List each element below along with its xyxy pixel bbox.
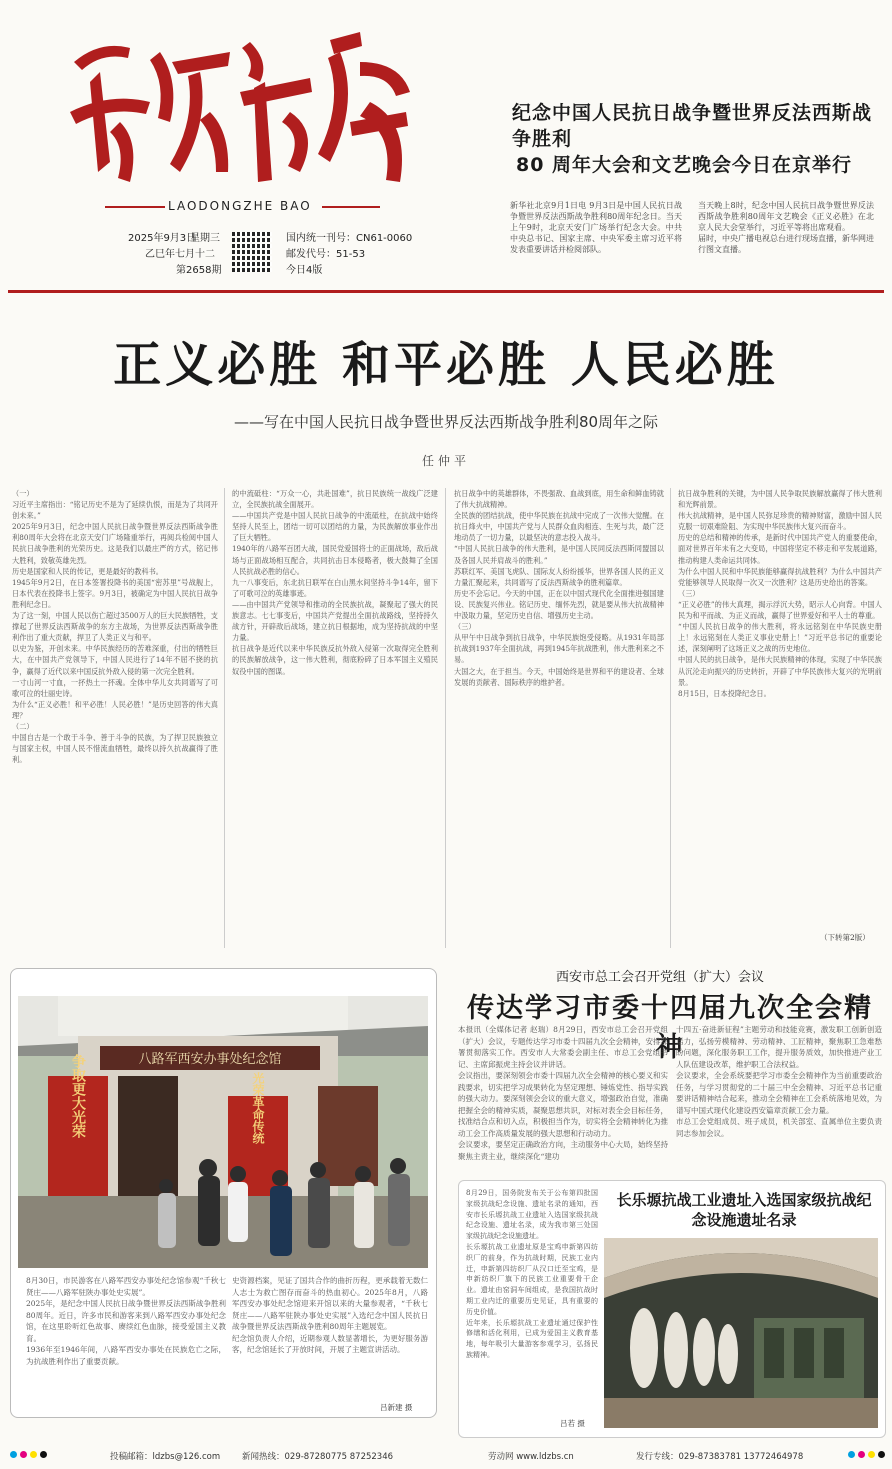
issue-date: 2025年9月3日	[128, 233, 197, 244]
column-divider	[224, 488, 225, 948]
photo-story-col-2: 史资源档案，见证了国共合作的曲折历程，更承载着无数仁人志士为救亡图存而奋斗的热血初心。2025年8月，八路军西安办事处纪念馆迎来开馆以来的大量参观者，“千秋七贤庄——八路军驻陕办事处史实展”入选纪念中国人民抗日战争暨世界反法西斯战争胜利80周年主题展览。 纪念馆负责人介绍，近期参观人数显著增长，为更好服务游客，纪念馆延长了开放时间，开展了主题宣讲活动。	[232, 1276, 428, 1354]
masthead-rule	[8, 290, 884, 293]
headline-line-1: 纪念中国人民抗日战争暨世界反法西斯战争胜利	[512, 102, 873, 150]
footer-email[interactable]: 投稿邮箱：ldzbs@126.com	[110, 1452, 221, 1462]
inset-credit: 吕若 摄	[560, 1419, 585, 1428]
feature-title[interactable]: 正义必胜 和平必胜 人民必胜	[113, 337, 779, 393]
museum-banner-text: 八路军西安办事处纪念馆	[138, 1052, 282, 1067]
inset-story-body: 8月29日，国务院发布关于公布第四批国家级抗战纪念设施、遗址名录的通知，西安市长乐塬抗战工业遗址入选国家级抗战纪念设施、遗址名录，成为我市第三处国家级抗战纪念设施遗址。 长乐塬抗战工业遗址原是宝鸡申新第四纺织厂的前身，作为抗战时期，民族工业内迁，申新第四纺织厂从汉口迁至宝鸡，是申新纺织厂旗下的民族工业重要骨干企业。遗址由窑洞车间组成，是我国抗战时期工业内迁的重要历史见证，具有重要的历史价值。 近年来，长乐塬抗战工业遗址通过保护性修缮和活化利用，已成为爱国主义教育基地，每年吸引大量游客参观学习，弘扬民族精神。	[466, 1189, 598, 1359]
issue-number: 第2658期	[176, 265, 222, 276]
page-count: 今日4版	[286, 265, 323, 276]
sign-left-text: 争取更大光荣	[70, 1054, 86, 1138]
postal-code: 邮发代号：51-53	[286, 249, 366, 260]
qr-code-pattern	[232, 232, 272, 272]
sign-right-text: 光荣革命传统	[251, 1072, 265, 1144]
column-divider	[670, 488, 671, 948]
feature-author: 任仲平	[421, 454, 470, 468]
union-story-title[interactable]: 传达学习市委十四届九次全会精神	[467, 993, 873, 1063]
feature-col-2: 的中流砥柱：“万众一心，共赴国难”，抗日民族统一战线广泛建立，全民族抗战全面展开。 ——中国共产党是中国人民抗日战争的中流砥柱，在抗战中始终坚持人民至上，团结一切可以团结的力量，为民族解放事业作出了巨大牺牲。 1940年的八路军百团大战，国民党爱国将士的正面战场，敌后战场与正面战场相互配合，共同抗击日本侵略者，极大鼓舞了全国人民抗战必胜的信心。 九一八事变后，东北抗日联军在白山黑水间坚持斗争14年，留下了可歌可泣的英雄事迹。 ——由中国共产党领导和推动的全民族抗战，凝聚起了强大的民族意志。七七事变后，中国共产党提出全面抗战路线，坚持持久战方针，开辟敌后战场，建立抗日根据地，成为坚持抗战的中坚力量。 抗日战争是近代以来中华民族反抗外敌入侵第一次取得完全胜利的民族解放战争，这一伟大胜利，彻底粉碎了日本军国主义殖民奴役中国的图谋。	[232, 489, 438, 676]
lunar-date: 乙巳年七月十二	[145, 249, 215, 260]
union-story-kicker: 西安市总工会召开党组（扩大）会议	[555, 970, 764, 985]
factory-photo	[604, 1238, 878, 1428]
photo-credit: 吕新建 摄	[380, 1403, 413, 1412]
footer-distribution: 发行专线：029-87383781 13772464978	[636, 1452, 804, 1462]
feature-subtitle: ——写在中国人民抗日战争暨世界反法西斯战争胜利80周年之际	[233, 413, 659, 431]
top-story-headline[interactable]	[512, 100, 872, 178]
top-story-col-1: 新华社北京9月1日电 9月3日是中国人民抗日战争暨世界反法西斯战争胜利80周年纪念日。当天上午9时，北京天安门广场举行纪念大会。中共中央总书记、国家主席、中央军委主席习近平将发表重要讲话并检阅部队。	[510, 201, 682, 254]
footer-hotline: 新闻热线：029-87280775 87252346	[242, 1452, 394, 1462]
feature-col-1: （一） 习近平主席指出：“铭记历史不是为了延续仇恨，而是为了共同开创未来。” 2025年9月3日，纪念中国人民抗日战争暨世界反法西斯战争胜利80周年大会将在北京天安门广场隆重举行，再阅兵检阅中国人民抗日战争胜利的光荣历史。这是我们以最庄严的方式，铭记伟大胜利，致敬英雄先烈。 历史是国家和人民的传记，更是最好的教科书。 1945年9月2日，在日本签署投降书的美国“密苏里”号战舰上，日本代表在投降书上签字。9月3日，被确定为中国人民抗日战争胜利纪念日。 为了这一刻，中国人民以伤亡超过3500万人的巨大民族牺牲，支撑起了世界反法西斯战争的东方主战场，为世界反法西斯战争胜利作出了重大贡献，捍卫了人类正义与和平。 以史为鉴，开创未来。中华民族经历的苦难深重，付出的牺牲巨大，在中国共产党领导下，中国人民进行了14年不屈不挠的抗争，赢得了近代以来中国反抗外敌入侵的第一次完全胜利。 一寸山河一寸血，一抔热土一抔魂。全体中华儿女共同谱写了可歌可泣的壮丽史诗。 为什么“正义必胜！和平必胜！人民必胜！”是历史回答的伟大真理？ （二） 中国自古是一个敢于斗争、善于斗争的民族，为了捍卫民族独立与国家主权，中国人民不惜流血牺牲，最终以持久抗战赢得了胜利。	[12, 489, 218, 765]
union-story-col-2: 十四五·奋进新征程”主题劳动和技能竞赛，激发职工创新创造活力，弘扬劳模精神、劳动精神、工匠精神，聚焦职工急难愁盼问题，深化服务职工工作，提升服务质效，加快推进产业工人队伍建设改革，维护职工合法权益。 会议要求，全会系统要把学习市委全会精神作为当前重要政治任务，与学习贯彻党的二十届三中全会精神、习近平总书记重要讲话精神结合起来，推动全会精神在工会系统落地见效，为谱写中国式现代化建设西安篇章贡献工会力量。 市总工会党组成员、班子成员，机关部室、直属单位主要负责同志参加会议。	[676, 1025, 882, 1138]
union-story-col-1: 本报讯（全媒体记者 赵瑞）8月29日，西安市总工会召开党组（扩大）会议，专题传达学习市委十四届九次全会精神，安排部署贯彻落实工作。西安市人大常委会副主任、市总工会党组书记、主席邱振虎主持会议并讲话。 会议指出，要深刻领会市委十四届九次全会精神的核心要义和实践要求，切实把学习成果转化为坚定理想、锤炼党性、指导实践的强大动力。要深刻领会会议的重大意义，增强政治自觉，准确把握全会的精神实质，凝聚思想共识，对标对表全会目标任务，找准结合点和切入点，积极担当作为，切实将全会精神转化为推动工会工作高质量发展的强大思想和行动动力。 会议要求，要坚定正确政治方向，主动服务中心大局，始终坚持聚焦主责主业，继续深化“建功	[458, 1025, 668, 1161]
photo-story-col-1: 8月30日，市民游客在八路军西安办事处纪念馆参观“千秋七贤庄——八路军驻陕办事处史实展”。 2025年，是纪念中国人民抗日战争暨世界反法西斯战争胜利80周年。近日，许多市民和游客来到八路军西安办事处纪念馆，在这里聆听红色故事、赓续红色血脉，接受爱国主义教育。 1936年至1946年间，八路军西安办事处在民族危亡之际，为抗战胜利作出了重要贡献。	[26, 1276, 226, 1366]
divider	[105, 206, 165, 208]
issue-weekday: 星期三	[190, 233, 220, 244]
newspaper-logo	[60, 22, 420, 192]
footer-website[interactable]: 劳动网 www.ldzbs.cn	[488, 1452, 574, 1462]
logo-pinyin: LAODONGZHE BAO	[168, 199, 312, 213]
feature-col-4: 抗日战争胜利的关键，为中国人民争取民族解放赢得了伟大胜利和光辉前景。 伟大抗战精神，是中国人民弥足珍贵的精神财富，激励中国人民克服一切艰难险阻、为实现中华民族伟大复兴而奋斗。 历史的总结和精神的传承，是新时代中国共产党人的重要使命，面对世界百年未有之大变局，中国将坚定不移走和平发展道路，推动构建人类命运共同体。 为什么中国人民和中华民族能够赢得抗战胜利？为什么中国共产党能够领导人民取得一次又一次胜利？这是历史给出的答案。 （三） “正义必胜”的伟大真理，揭示浮沉大势，昭示人心向背。中国人民为和平而战、为正义而战，赢得了世界爱好和平人士的尊重。 “中国人民抗日战争的伟大胜利，将永远铭刻在中华民族史册上！永远铭刻在人类正义事业史册上！”习近平总书记的重要论述，深刻阐明了这场正义之战的历史地位。 中国人民的抗日战争，是伟大民族精神的体现，实现了中华民族从沉沦走向振兴的历史转折，开辟了中华民族伟大复兴的光明前景。 8月15日，日本投降纪念日。	[678, 489, 882, 698]
cn-number: 国内统一刊号：CN61-0060	[286, 233, 413, 244]
feature-col-3: 抗日战争中的英雄群体，不畏强敌、血战到底，用生命和鲜血铸就了伟大抗战精神。 全民族的团结抗战，使中华民族在抗战中完成了一次伟大觉醒。在抗日烽火中，中国共产党与人民群众血肉相连、生死与共，最广泛地动员了一切力量，以最坚决的意志投入战斗。 “中国人民抗日战争的伟大胜利，是中国人民同反法西斯同盟国以及各国人民并肩战斗的胜利。” 苏联红军、美国飞虎队、国际友人纷纷援华，世界各国人民的正义力量汇聚起来，共同谱写了反法西斯战争的胜利篇章。 历史不会忘记。今天的中国，正在以中国式现代化全面推进强国建设、民族复兴伟业。铭记历史、缅怀先烈，就是要从伟大抗战精神中汲取力量，坚定历史自信、增强历史主动。 （三） 从甲午中日战争到抗日战争，中华民族饱受侵略。从1931年局部抗战到1937年全面抗战，再到1945年抗战胜利，伟大胜利来之不易。 大国之大，在于担当。今天，中国始终是世界和平的建设者、全球发展的贡献者、国际秩序的维护者。	[454, 489, 664, 687]
inset-story-title[interactable]: 长乐塬抗战工业遗址入选国家级抗战纪念设施遗址名录	[616, 1191, 872, 1229]
divider	[322, 206, 380, 208]
page-footer	[0, 1446, 892, 1464]
headline-line-2: 80 周年大会和文艺晚会今日在京举行	[516, 154, 853, 176]
column-divider	[445, 488, 446, 948]
museum-photo	[18, 996, 428, 1268]
top-story-col-2: 当天晚上8时，纪念中国人民抗日战争暨世界反法西斯战争胜利80周年文艺晚会《正义必胜》在北京人民大会堂举行，习近平等将出席观看。 届时，中央广播电视总台进行现场直播，新华网进行图文直播。	[698, 201, 874, 254]
continued-note[interactable]: （下转第2版）	[820, 933, 870, 942]
